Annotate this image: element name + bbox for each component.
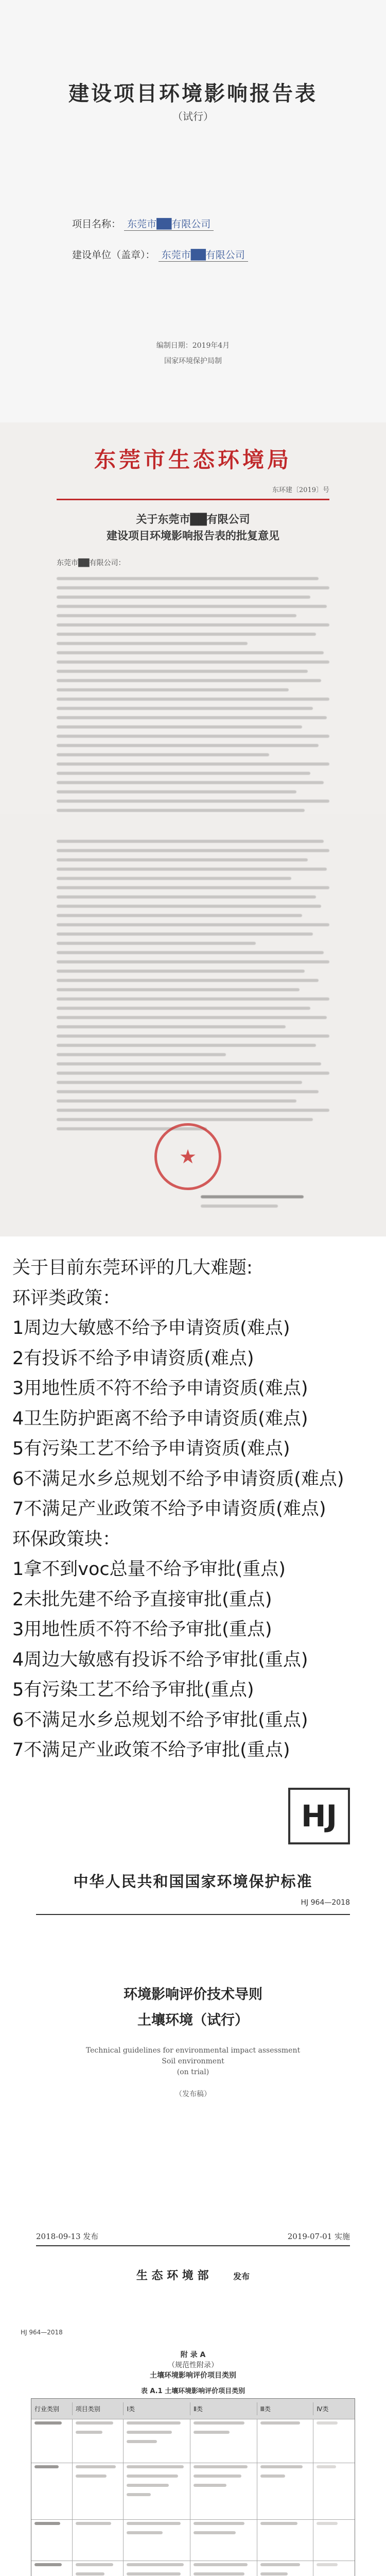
table-row	[31, 2561, 355, 2576]
table-a1-title: 表 A.1 土壤环境影响评价项目类别	[141, 2387, 245, 2395]
notes-line-15: 6不满足水乡总规划不给予审批(重点)	[12, 1709, 308, 1731]
standard-code: HJ 964—2018	[301, 1899, 350, 1907]
table-header-row	[31, 2399, 355, 2419]
standard-title-2: 土壤环境（试行）	[137, 2012, 249, 2028]
builder-value: 东莞市██有限公司	[159, 247, 248, 262]
document-number: 东环建〔2019〕号	[272, 486, 329, 494]
standard-org: 中华人民共和国国家环境保护标准	[73, 1873, 313, 1890]
col-iii: Ⅲ类	[257, 2402, 314, 2415]
standard-en-2: Soil environment	[162, 2057, 224, 2065]
standard-en-1: Technical guidelines for environmental impact assessment	[85, 2046, 301, 2055]
project-category-table	[31, 2398, 355, 2576]
standard-dates	[36, 2231, 350, 2242]
project-label: 项目名称：	[72, 218, 121, 230]
col-i: Ⅰ类	[124, 2402, 190, 2415]
col-industry: 行业类别	[31, 2402, 73, 2415]
cover-compiler: 国家环境保护局制	[164, 357, 222, 365]
notes-line-5: 4卫生防护距离不给予申请资质(难点)	[12, 1408, 308, 1429]
letter-body-1	[57, 577, 329, 814]
issuer-suffix: 发布	[233, 2272, 250, 2281]
approval-letter-scan-1	[0, 422, 386, 814]
notes-line-1: 环评类政策：	[12, 1287, 121, 1309]
standard-issuer	[0, 2267, 386, 2283]
builder-label: 建设单位（盖章）：	[72, 249, 155, 261]
letter-signoff	[201, 1195, 329, 1214]
standard-cover	[0, 1767, 386, 2313]
project-name-value: 东莞市██有限公司	[124, 216, 214, 231]
col-project: 项目类别	[73, 2402, 124, 2415]
notes-line-16: 7不满足产业政策不给予审批(重点)	[12, 1740, 290, 1760]
notes-line-6: 5有污染工艺不给予申请资质(难点)	[12, 1438, 290, 1459]
table-page-1	[0, 2313, 386, 2576]
col-iv: Ⅳ类	[317, 2405, 329, 2413]
standard-title-1: 环境影响评价技术导则	[124, 1987, 262, 2003]
appendix-a-title: 土壤环境影响评价项目类别	[150, 2371, 236, 2380]
cover-title: 建设项目环境影响报告表	[68, 81, 318, 106]
notes-line-7: 6不满足水乡总规划不给予申请资质(难点)	[12, 1468, 344, 1489]
cover-builder-row	[72, 247, 248, 262]
letter-title-1: 关于东莞市██有限公司	[136, 513, 250, 526]
approval-letter-scan-2	[0, 814, 386, 1236]
table-row	[31, 2419, 355, 2463]
letter-body-2	[57, 840, 329, 1137]
notes-line-11: 2未批先建不给予直接审批(重点)	[12, 1589, 272, 1610]
col-ii: Ⅱ类	[190, 2402, 257, 2415]
cover-top-rule	[36, 1914, 350, 1915]
notes-line-12: 3用地性质不符不给予审批(重点)	[12, 1619, 272, 1640]
bureau-header: 东莞市生态环境局	[94, 447, 292, 472]
hj-logo: HJ	[288, 1788, 350, 1844]
notes-line-8: 7不满足产业政策不给予申请资质(难点)	[12, 1499, 326, 1519]
notes-line-14: 5有污染工艺不给予审批(重点)	[12, 1680, 254, 1700]
standard-draft-note: （发布稿）	[175, 2090, 211, 2098]
notes-line-3: 2有投诉不给予申请资质(难点)	[12, 1348, 254, 1369]
notes-line-0: 关于目前东莞环评的几大难题:	[12, 1258, 253, 1278]
page-code-left: HJ 964—2018	[21, 2329, 63, 2336]
official-seal	[154, 1123, 221, 1190]
appendix-a-note: （规范性附录）	[168, 2361, 218, 2369]
issue-date: 2018-09-13 发布	[36, 2232, 99, 2241]
red-divider	[57, 499, 329, 500]
notes-line-9: 环保政策块：	[12, 1529, 121, 1550]
effective-date: 2019-07-01 实施	[287, 2232, 350, 2241]
table-row	[31, 2463, 355, 2520]
letter-salutation: 东莞市██有限公司：	[57, 559, 126, 567]
cover-bottom-rule	[36, 2245, 350, 2246]
notes-line-4: 3用地性质不符不给予申请资质(难点)	[12, 1378, 308, 1399]
cover-date: 编制日期：2019年4月	[156, 342, 230, 350]
cover-subtitle: （试行）	[172, 110, 214, 123]
seal-star-icon: ★	[179, 1145, 197, 1168]
issuer-name: 生 态 环 境 部	[136, 2269, 209, 2282]
policy-notes-panel	[0, 1236, 386, 1767]
notes-line-2: 1周边大敏感不给予申请资质(难点)	[12, 1318, 290, 1338]
standard-en-3: (on trial)	[177, 2068, 209, 2076]
table-row	[31, 2520, 355, 2561]
notes-line-13: 4周边大敏感有投诉不给予审批(重点)	[12, 1649, 308, 1670]
letter-title-2: 建设项目环境影响报告表的批复意见	[107, 529, 279, 542]
notes-line-10: 1拿不到voc总量不给予审批(重点)	[12, 1559, 286, 1580]
cover-project-row	[72, 216, 214, 231]
appendix-a: 附 录 A	[180, 2351, 206, 2359]
report-cover-scan	[0, 0, 386, 422]
